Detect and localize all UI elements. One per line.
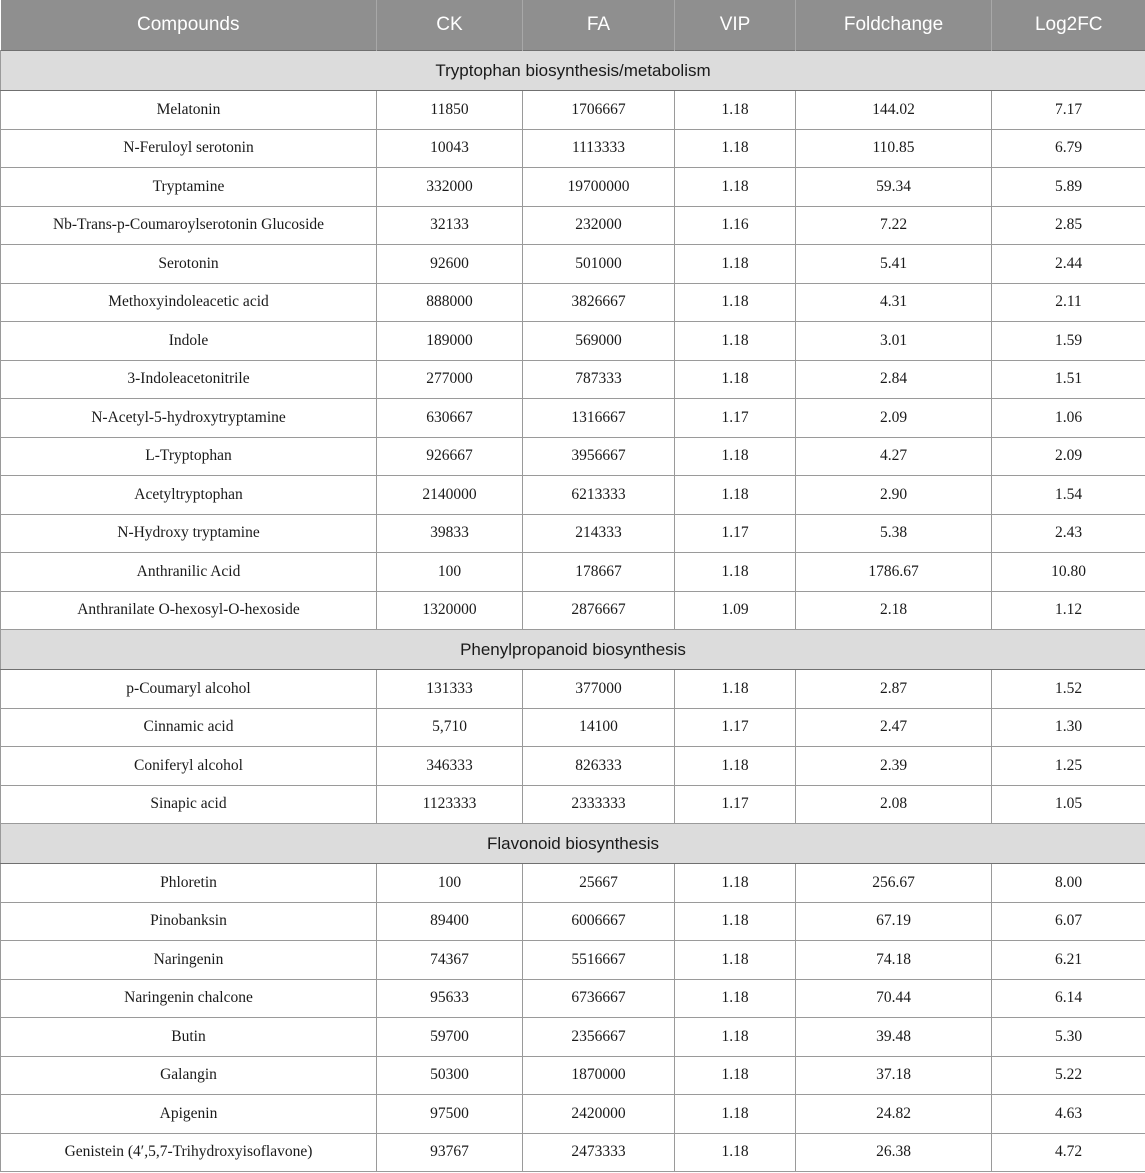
fa-cell: 1706667 bbox=[523, 91, 675, 130]
fa-cell: 6736667 bbox=[523, 979, 675, 1018]
foldchange-cell: 2.08 bbox=[796, 785, 992, 824]
header-fa: FA bbox=[523, 0, 675, 51]
table-row bbox=[1, 168, 1145, 207]
vip-cell: 1.18 bbox=[675, 168, 796, 207]
section-header-row bbox=[1, 630, 1145, 670]
vip-cell: 1.18 bbox=[675, 979, 796, 1018]
fa-cell: 1870000 bbox=[523, 1056, 675, 1095]
foldchange-cell: 1786.67 bbox=[796, 553, 992, 592]
vip-cell: 1.18 bbox=[675, 437, 796, 476]
compound-cell: Methoxyindoleacetic acid bbox=[1, 283, 377, 322]
ck-cell: 59700 bbox=[377, 1018, 523, 1057]
log2fc-cell: 2.11 bbox=[992, 283, 1145, 322]
vip-cell: 1.18 bbox=[675, 360, 796, 399]
table-row bbox=[1, 245, 1145, 284]
vip-cell: 1.18 bbox=[675, 1095, 796, 1134]
compound-cell: Naringenin bbox=[1, 941, 377, 980]
table-row bbox=[1, 1056, 1145, 1095]
fa-cell: 2420000 bbox=[523, 1095, 675, 1134]
log2fc-cell: 8.00 bbox=[992, 864, 1145, 903]
vip-cell: 1.18 bbox=[675, 1018, 796, 1057]
table-row bbox=[1, 864, 1145, 903]
compound-cell: Sinapic acid bbox=[1, 785, 377, 824]
section-title: Tryptophan biosynthesis/metabolism bbox=[1, 51, 1145, 91]
log2fc-cell: 5.30 bbox=[992, 1018, 1145, 1057]
compound-cell: N-Hydroxy tryptamine bbox=[1, 514, 377, 553]
vip-cell: 1.18 bbox=[675, 747, 796, 786]
fa-cell: 6213333 bbox=[523, 476, 675, 515]
fa-cell: 178667 bbox=[523, 553, 675, 592]
table-row bbox=[1, 437, 1145, 476]
vip-cell: 1.18 bbox=[675, 670, 796, 709]
vip-cell: 1.18 bbox=[675, 553, 796, 592]
foldchange-cell: 3.01 bbox=[796, 322, 992, 361]
table-row bbox=[1, 1095, 1145, 1134]
fa-cell: 826333 bbox=[523, 747, 675, 786]
table-row bbox=[1, 322, 1145, 361]
fa-cell: 19700000 bbox=[523, 168, 675, 207]
fa-cell: 377000 bbox=[523, 670, 675, 709]
table-row bbox=[1, 553, 1145, 592]
compound-cell: Genistein (4′,5,7-Trihydroxyisoflavone) bbox=[1, 1133, 377, 1172]
vip-cell: 1.17 bbox=[675, 514, 796, 553]
foldchange-cell: 4.27 bbox=[796, 437, 992, 476]
header-log2fc: Log2FC bbox=[992, 0, 1145, 51]
table-row bbox=[1, 360, 1145, 399]
compound-cell: Serotonin bbox=[1, 245, 377, 284]
compound-cell: Melatonin bbox=[1, 91, 377, 130]
table-row bbox=[1, 283, 1145, 322]
compound-cell: 3-Indoleacetonitrile bbox=[1, 360, 377, 399]
foldchange-cell: 24.82 bbox=[796, 1095, 992, 1134]
fa-cell: 6006667 bbox=[523, 902, 675, 941]
compound-cell: Nb-Trans-p-Coumaroylserotonin Glucoside bbox=[1, 206, 377, 245]
ck-cell: 1320000 bbox=[377, 591, 523, 630]
fa-cell: 3956667 bbox=[523, 437, 675, 476]
fa-cell: 569000 bbox=[523, 322, 675, 361]
table-row bbox=[1, 1018, 1145, 1057]
log2fc-cell: 1.25 bbox=[992, 747, 1145, 786]
foldchange-cell: 7.22 bbox=[796, 206, 992, 245]
compound-cell: Pinobanksin bbox=[1, 902, 377, 941]
fa-cell: 5516667 bbox=[523, 941, 675, 980]
log2fc-cell: 1.12 bbox=[992, 591, 1145, 630]
log2fc-cell: 1.30 bbox=[992, 708, 1145, 747]
fa-cell: 214333 bbox=[523, 514, 675, 553]
log2fc-cell: 5.22 bbox=[992, 1056, 1145, 1095]
table-row bbox=[1, 91, 1145, 130]
compound-cell: Cinnamic acid bbox=[1, 708, 377, 747]
ck-cell: 888000 bbox=[377, 283, 523, 322]
header-foldchange: Foldchange bbox=[796, 0, 992, 51]
table-row bbox=[1, 708, 1145, 747]
log2fc-cell: 6.79 bbox=[992, 129, 1145, 168]
log2fc-cell: 1.52 bbox=[992, 670, 1145, 709]
fa-cell: 787333 bbox=[523, 360, 675, 399]
compound-cell: Butin bbox=[1, 1018, 377, 1057]
table-row bbox=[1, 941, 1145, 980]
log2fc-cell: 6.21 bbox=[992, 941, 1145, 980]
vip-cell: 1.18 bbox=[675, 1056, 796, 1095]
log2fc-cell: 7.17 bbox=[992, 91, 1145, 130]
table-row bbox=[1, 206, 1145, 245]
table-body bbox=[1, 51, 1145, 1172]
foldchange-cell: 59.34 bbox=[796, 168, 992, 207]
foldchange-cell: 26.38 bbox=[796, 1133, 992, 1172]
vip-cell: 1.18 bbox=[675, 91, 796, 130]
compound-cell: Anthranilate O-hexosyl-O-hexoside bbox=[1, 591, 377, 630]
fa-cell: 2356667 bbox=[523, 1018, 675, 1057]
fa-cell: 501000 bbox=[523, 245, 675, 284]
fa-cell: 1113333 bbox=[523, 129, 675, 168]
foldchange-cell: 37.18 bbox=[796, 1056, 992, 1095]
ck-cell: 926667 bbox=[377, 437, 523, 476]
vip-cell: 1.18 bbox=[675, 902, 796, 941]
log2fc-cell: 4.63 bbox=[992, 1095, 1145, 1134]
ck-cell: 2140000 bbox=[377, 476, 523, 515]
ck-cell: 92600 bbox=[377, 245, 523, 284]
table-row bbox=[1, 670, 1145, 709]
compound-cell: N-Feruloyl serotonin bbox=[1, 129, 377, 168]
table-row bbox=[1, 979, 1145, 1018]
foldchange-cell: 2.87 bbox=[796, 670, 992, 709]
ck-cell: 630667 bbox=[377, 399, 523, 438]
fa-cell: 232000 bbox=[523, 206, 675, 245]
fa-cell: 2876667 bbox=[523, 591, 675, 630]
ck-cell: 332000 bbox=[377, 168, 523, 207]
vip-cell: 1.18 bbox=[675, 864, 796, 903]
table-row bbox=[1, 129, 1145, 168]
ck-cell: 131333 bbox=[377, 670, 523, 709]
ck-cell: 97500 bbox=[377, 1095, 523, 1134]
ck-cell: 74367 bbox=[377, 941, 523, 980]
ck-cell: 277000 bbox=[377, 360, 523, 399]
vip-cell: 1.18 bbox=[675, 283, 796, 322]
vip-cell: 1.17 bbox=[675, 399, 796, 438]
header-row bbox=[1, 0, 1145, 51]
ck-cell: 100 bbox=[377, 864, 523, 903]
ck-cell: 95633 bbox=[377, 979, 523, 1018]
compound-cell: Indole bbox=[1, 322, 377, 361]
ck-cell: 100 bbox=[377, 553, 523, 592]
log2fc-cell: 6.07 bbox=[992, 902, 1145, 941]
ck-cell: 50300 bbox=[377, 1056, 523, 1095]
header-compounds: Compounds bbox=[1, 0, 377, 51]
foldchange-cell: 4.31 bbox=[796, 283, 992, 322]
compound-cell: Galangin bbox=[1, 1056, 377, 1095]
ck-cell: 346333 bbox=[377, 747, 523, 786]
fa-cell: 25667 bbox=[523, 864, 675, 903]
compound-cell: N-Acetyl-5-hydroxytryptamine bbox=[1, 399, 377, 438]
table-row bbox=[1, 514, 1145, 553]
log2fc-cell: 1.05 bbox=[992, 785, 1145, 824]
log2fc-cell: 1.54 bbox=[992, 476, 1145, 515]
table-row bbox=[1, 785, 1145, 824]
ck-cell: 89400 bbox=[377, 902, 523, 941]
compound-cell: p-Coumaryl alcohol bbox=[1, 670, 377, 709]
log2fc-cell: 1.59 bbox=[992, 322, 1145, 361]
fa-cell: 2473333 bbox=[523, 1133, 675, 1172]
fa-cell: 2333333 bbox=[523, 785, 675, 824]
log2fc-cell: 6.14 bbox=[992, 979, 1145, 1018]
foldchange-cell: 110.85 bbox=[796, 129, 992, 168]
ck-cell: 93767 bbox=[377, 1133, 523, 1172]
table-row bbox=[1, 591, 1145, 630]
ck-cell: 189000 bbox=[377, 322, 523, 361]
log2fc-cell: 5.89 bbox=[992, 168, 1145, 207]
compound-cell: L-Tryptophan bbox=[1, 437, 377, 476]
table-row bbox=[1, 902, 1145, 941]
foldchange-cell: 256.67 bbox=[796, 864, 992, 903]
foldchange-cell: 5.41 bbox=[796, 245, 992, 284]
compound-cell: Naringenin chalcone bbox=[1, 979, 377, 1018]
table-row bbox=[1, 1133, 1145, 1172]
fa-cell: 1316667 bbox=[523, 399, 675, 438]
ck-cell: 1123333 bbox=[377, 785, 523, 824]
foldchange-cell: 2.09 bbox=[796, 399, 992, 438]
ck-cell: 32133 bbox=[377, 206, 523, 245]
log2fc-cell: 10.80 bbox=[992, 553, 1145, 592]
table-row bbox=[1, 476, 1145, 515]
log2fc-cell: 1.06 bbox=[992, 399, 1145, 438]
foldchange-cell: 70.44 bbox=[796, 979, 992, 1018]
section-title: Phenylpropanoid biosynthesis bbox=[1, 630, 1145, 670]
log2fc-cell: 2.43 bbox=[992, 514, 1145, 553]
foldchange-cell: 144.02 bbox=[796, 91, 992, 130]
foldchange-cell: 2.90 bbox=[796, 476, 992, 515]
section-header-row bbox=[1, 51, 1145, 91]
vip-cell: 1.16 bbox=[675, 206, 796, 245]
log2fc-cell: 2.09 bbox=[992, 437, 1145, 476]
compound-cell: Coniferyl alcohol bbox=[1, 747, 377, 786]
foldchange-cell: 2.84 bbox=[796, 360, 992, 399]
section-title: Flavonoid biosynthesis bbox=[1, 824, 1145, 864]
vip-cell: 1.18 bbox=[675, 322, 796, 361]
log2fc-cell: 2.44 bbox=[992, 245, 1145, 284]
ck-cell: 5,710 bbox=[377, 708, 523, 747]
vip-cell: 1.09 bbox=[675, 591, 796, 630]
section-header-row bbox=[1, 824, 1145, 864]
ck-cell: 10043 bbox=[377, 129, 523, 168]
ck-cell: 39833 bbox=[377, 514, 523, 553]
log2fc-cell: 4.72 bbox=[992, 1133, 1145, 1172]
foldchange-cell: 39.48 bbox=[796, 1018, 992, 1057]
compound-cell: Tryptamine bbox=[1, 168, 377, 207]
foldchange-cell: 2.47 bbox=[796, 708, 992, 747]
table-row bbox=[1, 747, 1145, 786]
vip-cell: 1.18 bbox=[675, 476, 796, 515]
foldchange-cell: 2.39 bbox=[796, 747, 992, 786]
compound-cell: Phloretin bbox=[1, 864, 377, 903]
fa-cell: 3826667 bbox=[523, 283, 675, 322]
ck-cell: 11850 bbox=[377, 91, 523, 130]
foldchange-cell: 5.38 bbox=[796, 514, 992, 553]
foldchange-cell: 74.18 bbox=[796, 941, 992, 980]
vip-cell: 1.18 bbox=[675, 245, 796, 284]
foldchange-cell: 2.18 bbox=[796, 591, 992, 630]
foldchange-cell: 67.19 bbox=[796, 902, 992, 941]
log2fc-cell: 2.85 bbox=[992, 206, 1145, 245]
header-ck: CK bbox=[377, 0, 523, 51]
compound-cell: Apigenin bbox=[1, 1095, 377, 1134]
vip-cell: 1.17 bbox=[675, 785, 796, 824]
log2fc-cell: 1.51 bbox=[992, 360, 1145, 399]
vip-cell: 1.18 bbox=[675, 129, 796, 168]
compound-cell: Anthranilic Acid bbox=[1, 553, 377, 592]
table-row bbox=[1, 399, 1145, 438]
fa-cell: 14100 bbox=[523, 708, 675, 747]
vip-cell: 1.18 bbox=[675, 1133, 796, 1172]
header-vip: VIP bbox=[675, 0, 796, 51]
compound-cell: Acetyltryptophan bbox=[1, 476, 377, 515]
vip-cell: 1.18 bbox=[675, 941, 796, 980]
vip-cell: 1.17 bbox=[675, 708, 796, 747]
